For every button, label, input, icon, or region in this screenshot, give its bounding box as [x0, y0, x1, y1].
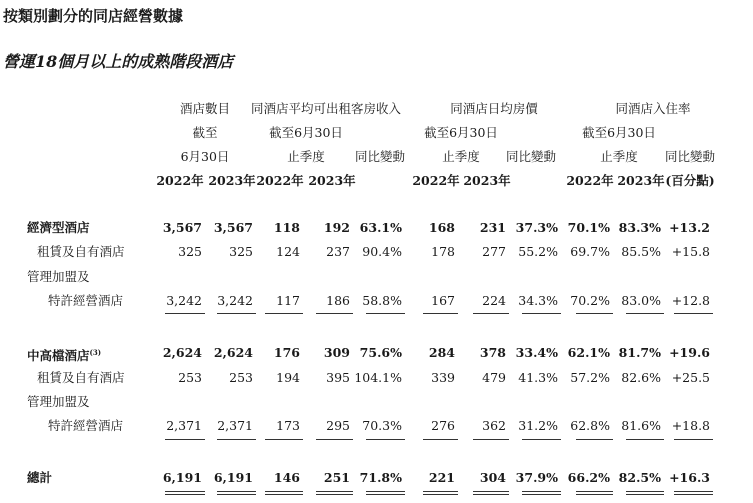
subtotal-underline — [165, 439, 205, 440]
subtotal-underline — [423, 439, 458, 440]
table-cell: 3,242 — [217, 293, 253, 308]
table-cell: 55.2% — [518, 244, 558, 259]
table-cell: +12.8 — [671, 293, 710, 308]
subtotal-underline — [217, 313, 256, 314]
table-cell: 304 — [479, 470, 506, 485]
total-double-underline — [316, 491, 353, 495]
table-cell: 378 — [479, 345, 506, 360]
row-label-total: 總計 — [27, 470, 53, 485]
table-cell: 2,371 — [166, 418, 202, 433]
table-cell: 6,191 — [162, 470, 202, 485]
subtotal-underline — [366, 439, 405, 440]
table-cell: 2,371 — [217, 418, 253, 433]
table-cell: 3,242 — [166, 293, 202, 308]
table-cell: +19.6 — [669, 345, 710, 360]
subtotal-underline — [674, 313, 713, 314]
table-cell: 2,624 — [213, 345, 253, 360]
section-title: 按類別劃分的同店經營數據 — [3, 7, 184, 25]
table-cell: 339 — [431, 370, 455, 385]
header-hotels-title: 酒店數目 — [179, 101, 231, 116]
header-revpar-quarter: 止季度 — [287, 149, 325, 164]
table-cell: 251 — [323, 470, 350, 485]
subtotal-underline — [316, 313, 353, 314]
table-cell: 295 — [326, 418, 350, 433]
total-double-underline — [473, 491, 509, 495]
table-cell: 34.3% — [518, 293, 558, 308]
subtotal-underline — [217, 439, 256, 440]
table-cell: 41.3% — [518, 370, 558, 385]
header-adr-title: 同酒店日均房價 — [450, 101, 538, 116]
table-cell: 224 — [482, 293, 506, 308]
subtotal-underline — [576, 313, 613, 314]
total-double-underline — [522, 491, 561, 495]
table-cell: 58.8% — [362, 293, 402, 308]
table-cell: 479 — [482, 370, 506, 385]
subtotal-underline — [265, 439, 303, 440]
table-cell: 75.6% — [359, 345, 402, 360]
table-cell: +15.8 — [671, 244, 710, 259]
total-double-underline — [576, 491, 613, 495]
table-cell: 277 — [482, 244, 506, 259]
table-cell: 237 — [326, 244, 350, 259]
table-cell: 276 — [431, 418, 455, 433]
table-cell: 63.1% — [359, 220, 402, 235]
table-cell: 395 — [326, 370, 350, 385]
header-hotels-date: 6月30日 — [180, 149, 230, 164]
table-cell: 83.0% — [621, 293, 661, 308]
table-cell: 253 — [229, 370, 253, 385]
header-adr-period: 截至6月30日 — [424, 125, 498, 140]
total-double-underline — [165, 491, 205, 495]
total-double-underline — [423, 491, 458, 495]
table-cell: 146 — [273, 470, 300, 485]
table-cell: +25.5 — [671, 370, 710, 385]
table-cell: 69.7% — [570, 244, 610, 259]
header-year-2022: 2022年 — [412, 173, 460, 188]
table-cell: 192 — [323, 220, 350, 235]
table-cell: 194 — [276, 370, 300, 385]
table-cell: 168 — [428, 220, 455, 235]
subtotal-underline — [576, 439, 613, 440]
table-cell: 117 — [276, 293, 300, 308]
table-cell: 284 — [428, 345, 455, 360]
table-cell: 70.1% — [567, 220, 610, 235]
table-cell: 231 — [479, 220, 506, 235]
total-double-underline — [626, 491, 664, 495]
subtotal-underline — [473, 439, 509, 440]
header-year-2022: 2022年 — [156, 173, 204, 188]
table-cell: 325 — [229, 244, 253, 259]
subtotal-underline — [626, 313, 664, 314]
table-cell: 124 — [276, 244, 300, 259]
header-adr-quarter: 止季度 — [442, 149, 480, 164]
total-double-underline — [674, 491, 713, 495]
table-cell: +18.8 — [671, 418, 710, 433]
row-label-midscale — [27, 344, 101, 365]
table-cell: 3,567 — [213, 220, 253, 235]
header-year-2023: 2023年 — [463, 173, 511, 188]
subtotal-underline — [522, 439, 561, 440]
table-subtitle: 營運18個月以上的成熟階段酒店 — [3, 52, 234, 71]
table-cell: 33.4% — [515, 345, 558, 360]
table-cell: 62.8% — [570, 418, 610, 433]
header-occ-title: 同酒店入住率 — [615, 101, 691, 116]
table-cell: 37.3% — [515, 220, 558, 235]
table-cell: 37.9% — [515, 470, 558, 485]
table-cell: 81.6% — [621, 418, 661, 433]
table-cell: 2,624 — [162, 345, 202, 360]
table-cell: +13.2 — [669, 220, 710, 235]
subtotal-underline — [626, 439, 664, 440]
table-cell: 71.8% — [359, 470, 402, 485]
row-label-midscale-managed-1: 管理加盟及 — [27, 394, 90, 409]
table-cell: 57.2% — [570, 370, 610, 385]
total-double-underline — [217, 491, 256, 495]
table-cell: 66.2% — [567, 470, 610, 485]
table-cell: 186 — [326, 293, 350, 308]
table-cell: 253 — [178, 370, 202, 385]
header-occ-yoy: 同比變動 — [664, 149, 716, 164]
header-adr-yoy: 同比變動 — [505, 149, 557, 164]
table-cell: 83.3% — [618, 220, 661, 235]
table-cell: 82.6% — [621, 370, 661, 385]
row-label-economy-managed-1: 管理加盟及 — [27, 269, 90, 284]
table-cell: 362 — [482, 418, 506, 433]
table-cell: 309 — [323, 345, 350, 360]
footnote-marker: (3) — [89, 348, 102, 357]
header-pct-points: (百分點) — [665, 173, 715, 188]
total-double-underline — [265, 491, 303, 495]
table-cell: 3,567 — [162, 220, 202, 235]
table-cell: 62.1% — [567, 345, 610, 360]
header-occ-quarter: 止季度 — [600, 149, 638, 164]
table-cell: 31.2% — [518, 418, 558, 433]
row-label-midscale-managed-2: 特許經營酒店 — [48, 418, 124, 433]
subtotal-underline — [366, 313, 405, 314]
table-cell: 176 — [273, 345, 300, 360]
table-cell: 81.7% — [618, 345, 661, 360]
header-occ-period: 截至6月30日 — [582, 125, 656, 140]
subtotal-underline — [674, 439, 713, 440]
header-year-2023: 2023年 — [308, 173, 356, 188]
subtotal-underline — [522, 313, 561, 314]
table-cell: 221 — [428, 470, 455, 485]
header-year-2023: 2023年 — [617, 173, 665, 188]
table-cell: 104.1% — [354, 370, 402, 385]
table-cell: 82.5% — [618, 470, 661, 485]
table-cell: 325 — [178, 244, 202, 259]
header-year-2022: 2022年 — [566, 173, 614, 188]
row-label-economy-leased: 租賃及自有酒店 — [37, 244, 125, 259]
table-cell: 118 — [273, 220, 300, 235]
table-cell: 178 — [431, 244, 455, 259]
row-label-midscale-leased: 租賃及自有酒店 — [37, 370, 125, 385]
table-cell: 85.5% — [621, 244, 661, 259]
header-revpar-yoy: 同比變動 — [354, 149, 406, 164]
row-label-midscale-text: 中高檔酒店 — [27, 348, 90, 363]
subtotal-underline — [265, 313, 303, 314]
table-cell: 70.2% — [570, 293, 610, 308]
table-cell: 167 — [431, 293, 455, 308]
header-hotels-as-of: 截至 — [192, 125, 218, 140]
header-year-2022: 2022年 — [256, 173, 304, 188]
header-revpar-title: 同酒店平均可出租客房收入 — [250, 101, 402, 116]
subtotal-underline — [473, 313, 509, 314]
subtotal-underline — [316, 439, 353, 440]
table-cell: 70.3% — [362, 418, 402, 433]
subtotal-underline — [165, 313, 205, 314]
row-label-economy-managed-2: 特許經營酒店 — [48, 293, 124, 308]
header-revpar-period: 截至6月30日 — [269, 125, 343, 140]
table-cell: 173 — [276, 418, 300, 433]
header-year-2023: 2023年 — [208, 173, 256, 188]
table-cell: 90.4% — [362, 244, 402, 259]
table-cell: +16.3 — [669, 470, 710, 485]
table-cell: 6,191 — [213, 470, 253, 485]
total-double-underline — [366, 491, 405, 495]
subtotal-underline — [423, 313, 458, 314]
row-label-economy: 經濟型酒店 — [27, 220, 90, 235]
